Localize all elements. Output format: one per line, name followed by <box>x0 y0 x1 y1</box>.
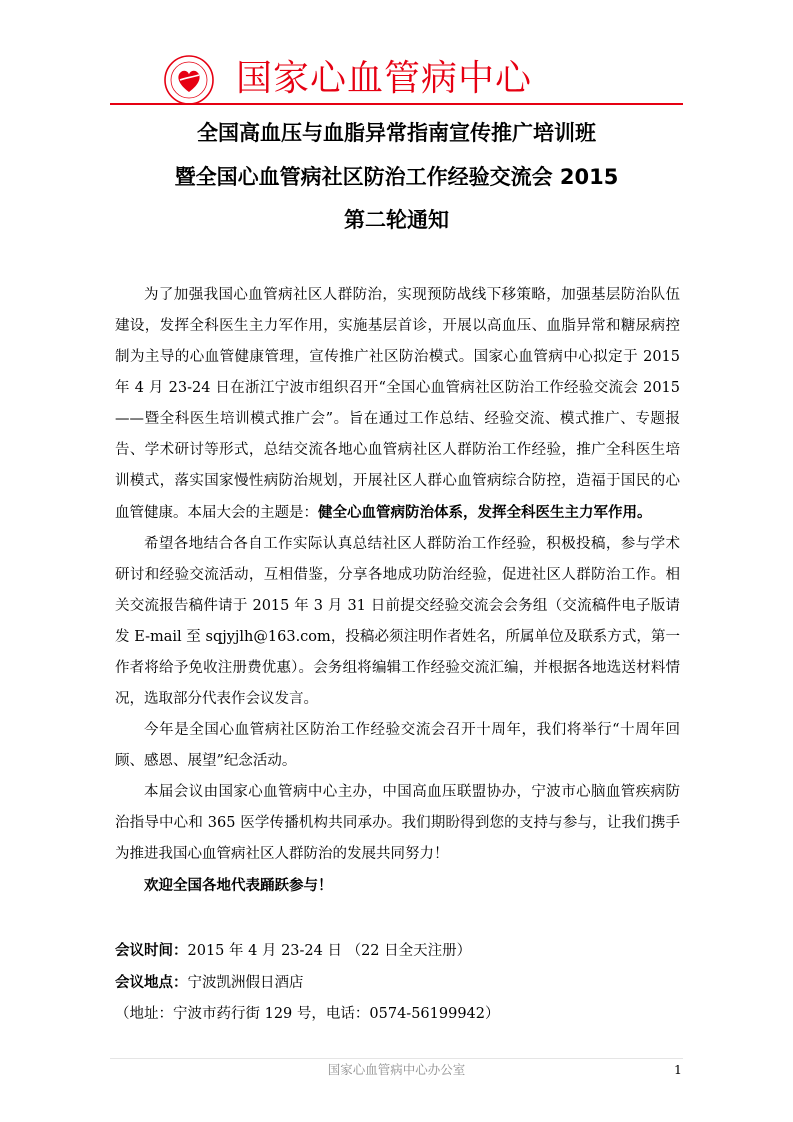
notice-body <box>115 280 680 901</box>
meeting-address: （地址：宁波市药行街 129 号，电话：0574-56199942） <box>115 1006 500 1022</box>
footer-office: 国家心血管病中心办公室 <box>327 1062 466 1077</box>
header-org-name: 国家心血管病中心 <box>236 58 533 99</box>
meeting-place-row <box>115 967 680 999</box>
paragraph-anniversary: 今年是全国心血管病社区防治工作经验交流会召开十周年，我们将举行“十周年回顾、感恩、展望”纪念活动。 <box>115 722 680 769</box>
page-number: 1 <box>674 1062 682 1077</box>
paragraph-organizers: 本届会议由国家心血管病中心主办，中国高血压联盟协办，宁波市心脑血管疾病防治指导中心和 365 医学传播机构共同承办。我们期盼得到您的支持与参与，让我们携手为推进我国心血管病社区人群防治的发展共同努力！ <box>115 784 680 862</box>
paragraph-submission: 希望各地结合各自工作实际认真总结社区人群防治工作经验，积极投稿，参与学术研讨和经验交流活动，互相借鉴，分享各地成功防治经验，促进社区人群防治工作。相关交流报告稿件请于 2015 年 3 月 31 日前提交经验交流会会务组（交流稿件电子版请发 E-mail 至 sqjyjlh@163.com，投稿必须注明作者姓名，所属单位及联系方式，第一作者将给予免收注册费优惠）。会务组将编辑工作经验交流汇编，并根据各地选送材料情况，选取部分代表作会议发言。 <box>115 536 680 707</box>
header-divider <box>110 103 683 105</box>
paragraph-purpose-text: 为了加强我国心血管病社区人群防治，实现预防战线下移策略，加强基层防治队伍建设，发挥全科医生主力军作用，实施基层首诊，开展以高血压、血脂异常和糖尿病控制为主导的心血管健康管理，宣传推广社区防治模式。国家心血管病中心拟定于 2015 年 4 月 23-24 日在浙江宁波市组织召开“全国心血管病社区防治工作经验交流会 2015——暨全科医生培训模式推广会”。旨在通过工作总结、经验交流、模式推广、专题报告、学术研讨等形式，总结交流各地心血管病社区人群防治工作经验，推广全科医生培训模式，落实国家慢性病防治规划，开展社区人群心血管病综合防控，造福于国民的心血管健康。本届大会的主题是： <box>115 287 680 521</box>
meeting-info <box>115 935 680 1030</box>
paragraph-purpose <box>115 280 680 529</box>
logo-heart-shape <box>178 71 199 92</box>
welcome-line: 欢迎全国各地代表踊跃参与！ <box>144 877 333 894</box>
title-line-1: 全国高血压与血脂异常指南宣传推广培训班 <box>197 121 596 145</box>
organization-logo <box>163 54 215 106</box>
title-line-2: 暨全国心血管病社区防治工作经验交流会 2015 <box>174 165 619 189</box>
meeting-time-row <box>115 935 680 967</box>
meeting-place-value: 宁波凯洲假日酒店 <box>187 975 304 991</box>
title-line-3: 第二轮通知 <box>344 208 449 232</box>
meeting-time-label: 会议时间： <box>115 942 188 959</box>
conference-theme: 健全心血管病防治体系，发挥全科医生主力军作用。 <box>318 504 652 521</box>
meeting-time-value: 2015 年 4 月 23-24 日 （22 日全天注册） <box>187 943 472 959</box>
meeting-place-label: 会议地点： <box>115 974 188 991</box>
